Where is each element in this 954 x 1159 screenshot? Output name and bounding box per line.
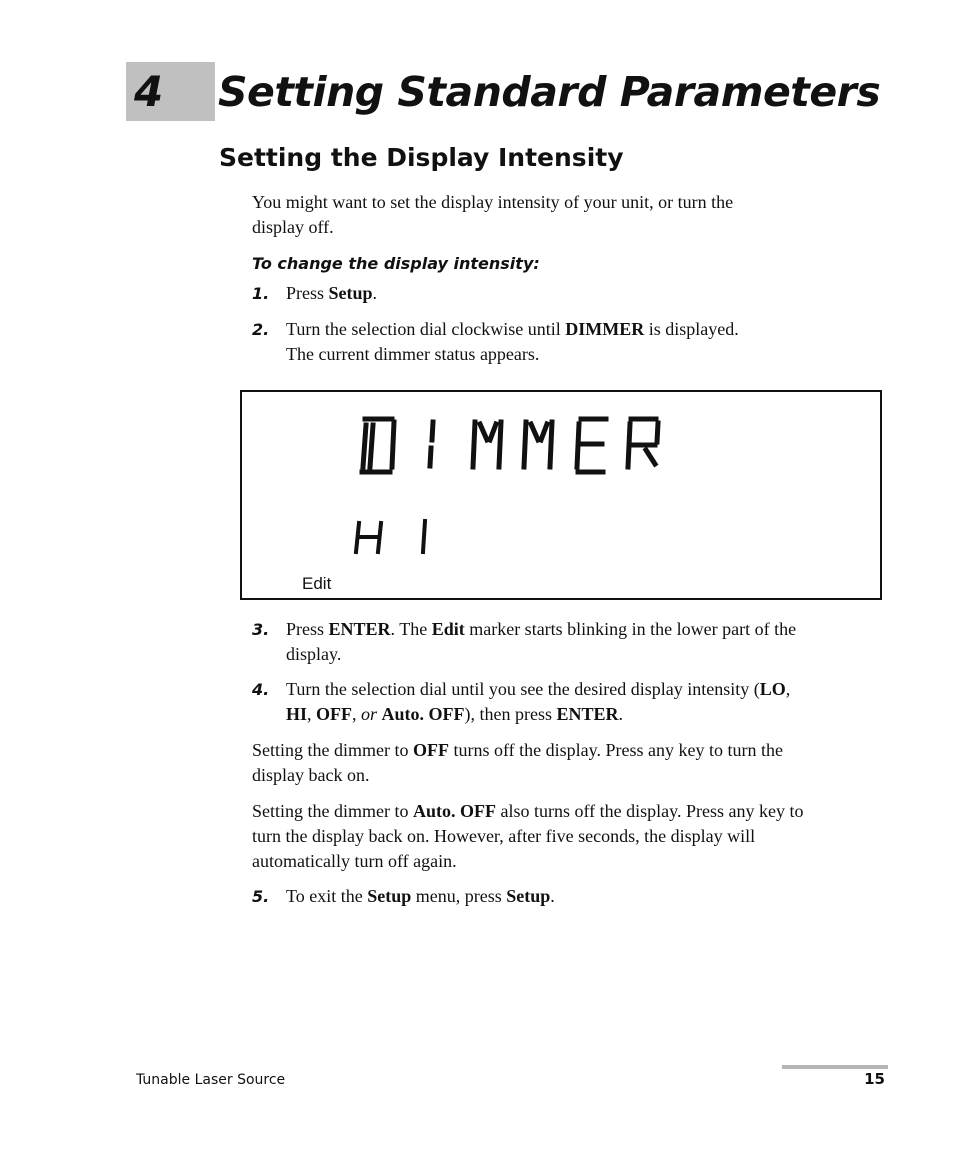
step-text: Turn the selection dial until you see the desired display intensity (LO, HI, OFF, or Auto. OFF), then press ENTER. bbox=[286, 679, 791, 724]
lcd-char-m2 bbox=[524, 422, 552, 467]
note-off: Setting the dimmer to OFF turns off the display. Press any key to turn the display back on. bbox=[252, 740, 783, 785]
edit-marker-label: Edit bbox=[302, 574, 332, 593]
lcd-char-r bbox=[628, 419, 658, 467]
step-number: 1. bbox=[252, 284, 270, 303]
step-number: 3. bbox=[252, 620, 270, 639]
step-text: Press ENTER. The Edit marker starts blinking in the lower part of the display. bbox=[286, 619, 797, 664]
lcd-char-d bbox=[362, 419, 394, 472]
footer-doc-title: Tunable Laser Source bbox=[136, 1072, 286, 1088]
procedure-title: To change the display intensity: bbox=[252, 254, 540, 273]
lcd-display-illustration bbox=[240, 390, 882, 600]
lcd-char-i bbox=[430, 422, 433, 466]
step-text: Turn the selection dial clockwise until DIMMER is displayed. The current dimmer status appears. bbox=[286, 319, 739, 364]
lcd-char-i2 bbox=[423, 521, 425, 552]
lcd-char-h bbox=[356, 523, 381, 552]
lcd-char-e bbox=[577, 419, 606, 472]
section-title: Setting the Display Intensity bbox=[219, 143, 624, 172]
lcd-segments bbox=[242, 392, 880, 598]
step-number: 5. bbox=[252, 887, 270, 906]
step-text: To exit the Setup menu, press Setup. bbox=[286, 886, 555, 906]
step-number: 2. bbox=[252, 320, 270, 339]
step-text: Press Setup. bbox=[286, 283, 378, 303]
chapter-number: 4 bbox=[134, 67, 164, 116]
chapter-title: Setting Standard Parameters bbox=[218, 68, 881, 116]
note-auto-off: Setting the dimmer to Auto. OFF also turns off the display. Press any key to turn the display back on. However, after five seconds, the display will automatically turn off again. bbox=[252, 801, 804, 871]
step-number: 4. bbox=[252, 680, 270, 699]
intro-paragraph: You might want to set the display intensity of your unit, or turn the display off. bbox=[252, 192, 734, 237]
footer-page-number: 15 bbox=[864, 1070, 885, 1088]
lcd-char-m1 bbox=[473, 422, 501, 467]
